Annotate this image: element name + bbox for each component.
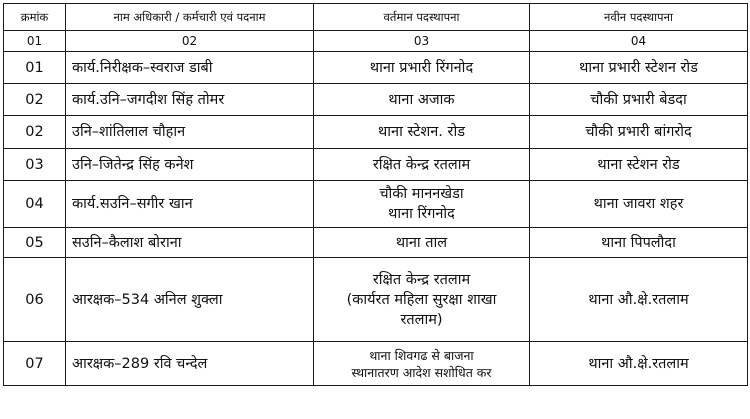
header-name: नाम अधिकारी / कर्मचारी एवं पदनाम — [66, 4, 314, 31]
row-current-posting — [314, 149, 530, 181]
row-current-posting — [314, 84, 530, 116]
column-number: 01 — [4, 31, 66, 52]
column-number-row — [4, 31, 748, 52]
current-posting-line: चौकी माननखेडा — [379, 186, 464, 202]
row-name: उनि–जितेन्द्र सिंह कनेश — [66, 149, 314, 181]
column-number: 04 — [530, 31, 748, 52]
table-row — [4, 84, 748, 116]
row-name: सउनि–कैलाश बोराना — [66, 228, 314, 258]
current-posting-line: स्थानातरण आदेश सशोधित कर — [351, 364, 492, 380]
row-current-posting — [314, 116, 530, 149]
row-new-posting: थाना औ.क्षे.रतलाम — [530, 258, 748, 342]
row-new-posting: थाना पिपलौदा — [530, 228, 748, 258]
row-serial: 04 — [4, 181, 66, 228]
current-posting-line: थाना शिवगढ से बाजना — [369, 347, 474, 363]
row-name: कार्य.निरीक्षक–स्वराज डाबी — [66, 52, 314, 84]
row-current-posting — [314, 181, 530, 228]
row-serial: 02 — [4, 116, 66, 149]
row-new-posting: चौकी प्रभारी बेडदा — [530, 84, 748, 116]
row-current-posting — [314, 52, 530, 84]
row-serial: 05 — [4, 228, 66, 258]
current-posting-line: (कार्यरत महिला सुरक्षा शाखा — [346, 291, 497, 308]
row-new-posting: थाना जावरा शहर — [530, 181, 748, 228]
current-posting-line: थाना रिंगनोद — [388, 206, 455, 222]
row-serial: 06 — [4, 258, 66, 342]
row-new-posting: थाना स्टेशन रोड — [530, 149, 748, 181]
table-row — [4, 228, 748, 258]
current-posting-line: रक्षित केन्द्र रतलाम — [372, 271, 471, 288]
column-number: 02 — [66, 31, 314, 52]
row-name: आरक्षक–534 अनिल शुक्ला — [66, 258, 314, 342]
row-serial: 02 — [4, 84, 66, 116]
row-new-posting: चौकी प्रभारी बांगरोद — [530, 116, 748, 149]
row-current-posting — [314, 258, 530, 342]
current-posting-line: थाना अजाक — [388, 91, 455, 108]
row-new-posting: थाना औ.क्षे.रतलाम — [530, 342, 748, 386]
current-posting-line: थाना स्टेशन. रोड — [378, 124, 465, 140]
column-number: 03 — [314, 31, 530, 52]
table-row — [4, 342, 748, 386]
row-serial: 01 — [4, 52, 66, 84]
table-row — [4, 116, 748, 149]
header-row — [4, 4, 748, 31]
current-posting-line: रक्षित केन्द्र रतलाम — [372, 156, 471, 173]
current-posting-line: थाना ताल — [395, 234, 448, 251]
table-row — [4, 52, 748, 84]
row-new-posting: थाना प्रभारी स्टेशन रोड — [530, 52, 748, 84]
table-row — [4, 149, 748, 181]
table-row — [4, 258, 748, 342]
header-current-posting: वर्तमान पदस्थापना — [314, 4, 530, 31]
row-name: आरक्षक–289 रवि चन्देल — [66, 342, 314, 386]
table-row — [4, 181, 748, 228]
header-new-posting: नवीन पदस्थापना — [530, 4, 748, 31]
current-posting-line: थाना प्रभारी रिंगनोद — [369, 59, 474, 76]
row-serial: 07 — [4, 342, 66, 386]
row-current-posting — [314, 342, 530, 386]
current-posting-line: रतलाम) — [400, 311, 443, 328]
row-name: कार्य.उनि–जगदीश सिंह तोमर — [66, 84, 314, 116]
row-name: उनि–शांतिलाल चौहान — [66, 116, 314, 149]
row-current-posting — [314, 228, 530, 258]
row-name: कार्य.सउनि–सगीर खान — [66, 181, 314, 228]
row-serial: 03 — [4, 149, 66, 181]
header-serial: क्रमांक — [4, 4, 66, 31]
transfer-order-table — [3, 3, 748, 386]
